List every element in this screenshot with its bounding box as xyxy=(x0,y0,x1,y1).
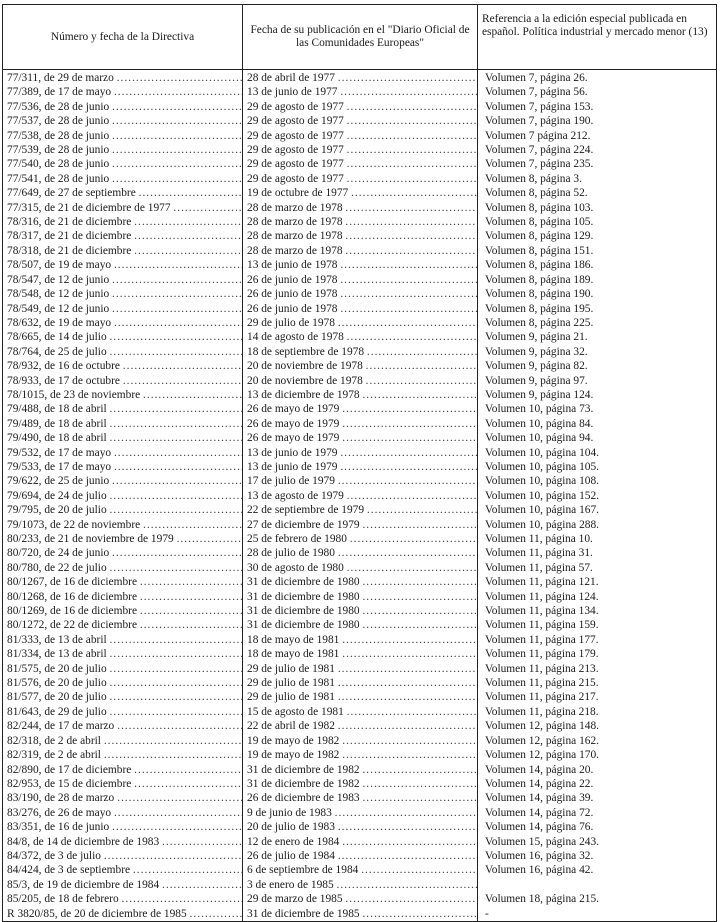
cell-reference: Volumen 9, página 82. xyxy=(478,359,717,373)
cell-publication-date: 27 de diciembre de 1979 ..... xyxy=(243,518,478,532)
cell-directive: 79/533, de 17 de mayo ..... xyxy=(3,460,243,474)
cell-publication-date: 13 de junio de 1979 ..... xyxy=(243,446,478,460)
cell-reference: Volumen 8, página 195. xyxy=(478,302,717,316)
cell-directive: 83/276, de 26 de mayo ..... xyxy=(3,806,243,820)
cell-publication-date: 29 de julio de 1981 ..... xyxy=(243,662,478,676)
cell-publication-date: 29 de agosto de 1977 ..... xyxy=(243,157,478,171)
cell-publication-date: 13 de diciembre de 1978 ..... xyxy=(243,388,478,402)
table-row xyxy=(3,186,717,200)
table-row xyxy=(3,503,717,517)
cell-publication-date: 29 de agosto de 1977 ..... xyxy=(243,143,478,157)
cell-directive: R 3820/85, de 20 de diciembre de 1985 ..... xyxy=(3,907,243,922)
cell-publication-date: 31 de diciembre de 1980 ..... xyxy=(243,575,478,589)
cell-directive: 80/1267, de 16 de diciembre ..... xyxy=(3,575,243,589)
cell-publication-date: 18 de septiembre de 1978 ..... xyxy=(243,345,478,359)
cell-reference: Volumen 7, página 224. xyxy=(478,143,717,157)
cell-reference: Volumen 8, página 105. xyxy=(478,215,717,229)
table-row xyxy=(3,604,717,618)
cell-reference: Volumen 10, página 288. xyxy=(478,518,717,532)
cell-publication-date: 28 de julio de 1980 ..... xyxy=(243,546,478,560)
table-row xyxy=(3,835,717,849)
cell-publication-date: 20 de julio de 1983 ..... xyxy=(243,820,478,834)
cell-publication-date: 26 de diciembre de 1983 ..... xyxy=(243,791,478,805)
table-row xyxy=(3,633,717,647)
cell-publication-date: 29 de agosto de 1977 ..... xyxy=(243,129,478,143)
cell-reference: Volumen 11, página 217. xyxy=(478,690,717,704)
cell-publication-date: 31 de diciembre de 1985 ..... xyxy=(243,907,478,922)
cell-reference: Volumen 9, página 97. xyxy=(478,374,717,388)
cell-publication-date: 22 de septiembre de 1979 ..... xyxy=(243,503,478,517)
cell-publication-date: 29 de agosto de 1977 ..... xyxy=(243,172,478,186)
cell-reference: Volumen 8, página 129. xyxy=(478,229,717,243)
table-row xyxy=(3,129,717,143)
cell-directive: 82/953, de 15 de diciembre ..... xyxy=(3,777,243,791)
cell-reference: Volumen 7, página 190. xyxy=(478,114,717,128)
cell-directive: 82/318, de 2 de abril ..... xyxy=(3,734,243,748)
table-row xyxy=(3,705,717,719)
table-row xyxy=(3,806,717,820)
cell-directive: 79/488, de 18 de abril ..... xyxy=(3,402,243,416)
table-row xyxy=(3,273,717,287)
cell-reference: Volumen 8, página 151. xyxy=(478,244,717,258)
cell-publication-date: 6 de septiembre de 1984 ..... xyxy=(243,863,478,877)
table-row xyxy=(3,878,717,892)
cell-publication-date: 29 de agosto de 1977 ..... xyxy=(243,114,478,128)
cell-directive: 78/665, de 14 de julio ..... xyxy=(3,330,243,344)
cell-directive: 84/372, de 3 de julio ..... xyxy=(3,849,243,863)
cell-publication-date: 14 de agosto de 1978 ..... xyxy=(243,330,478,344)
table-row xyxy=(3,345,717,359)
cell-directive: 80/1269, de 16 de diciembre ..... xyxy=(3,604,243,618)
cell-publication-date: 26 de junio de 1978 ..... xyxy=(243,302,478,316)
cell-publication-date: 26 de mayo de 1979 ..... xyxy=(243,402,478,416)
table-row xyxy=(3,518,717,532)
cell-reference: Volumen 7, página 153. xyxy=(478,100,717,114)
header-special-edition-reference: Referencia a la edición especial publicada en español. Política industrial y mercado menor (13) xyxy=(478,5,717,70)
cell-directive: 77/536, de 28 de junio ..... xyxy=(3,100,243,114)
table-row xyxy=(3,359,717,373)
table-header xyxy=(3,5,717,70)
cell-publication-date: 26 de mayo de 1979 ..... xyxy=(243,431,478,445)
cell-publication-date: 18 de mayo de 1981 ..... xyxy=(243,647,478,661)
cell-publication-date: 18 de mayo de 1981 ..... xyxy=(243,633,478,647)
table-row xyxy=(3,287,717,301)
table-row xyxy=(3,316,717,330)
table-row xyxy=(3,907,717,922)
table-row xyxy=(3,258,717,272)
cell-directive: 79/622, de 25 de junio ..... xyxy=(3,474,243,488)
cell-directive: 81/643, de 29 de julio ..... xyxy=(3,705,243,719)
cell-reference: Volumen 11, página 134. xyxy=(478,604,717,618)
cell-reference: Volumen 10, página 104. xyxy=(478,446,717,460)
cell-directive: 77/649, de 27 de septiembre ..... xyxy=(3,186,243,200)
cell-directive: 77/539, de 28 de junio ..... xyxy=(3,143,243,157)
cell-directive: 80/1272, de 22 de diciembre ..... xyxy=(3,618,243,632)
cell-directive: 77/389, de 17 de mayo ..... xyxy=(3,85,243,99)
table-row xyxy=(3,114,717,128)
table-row xyxy=(3,590,717,604)
table-row xyxy=(3,172,717,186)
cell-directive: 82/890, de 17 de diciembre ..... xyxy=(3,763,243,777)
cell-reference: Volumen 8, página 225. xyxy=(478,316,717,330)
cell-directive: 78/549, de 12 de junio ..... xyxy=(3,302,243,316)
cell-publication-date: 20 de noviembre de 1978 ..... xyxy=(243,359,478,373)
cell-directive: 78/632, de 19 de mayo ..... xyxy=(3,316,243,330)
cell-directive: 77/540, de 28 de junio ..... xyxy=(3,157,243,171)
cell-reference: Volumen 7 página 212. xyxy=(478,129,717,143)
cell-directive: 81/333, de 13 de abril ..... xyxy=(3,633,243,647)
cell-reference: Volumen 11, página 215. xyxy=(478,676,717,690)
cell-directive: 78/507, de 19 de mayo ..... xyxy=(3,258,243,272)
cell-reference: Volumen 11, página 121. xyxy=(478,575,717,589)
cell-publication-date: 29 de agosto de 1977 ..... xyxy=(243,100,478,114)
table-row xyxy=(3,777,717,791)
cell-reference: Volumen 7, página 235. xyxy=(478,157,717,171)
cell-reference: Volumen 7, página 26. xyxy=(478,70,717,86)
cell-publication-date: 28 de marzo de 1978 ..... xyxy=(243,215,478,229)
cell-publication-date: 19 de mayo de 1982 ..... xyxy=(243,748,478,762)
cell-publication-date: 25 de febrero de 1980 ..... xyxy=(243,532,478,546)
table-row xyxy=(3,489,717,503)
cell-publication-date: 31 de diciembre de 1980 ..... xyxy=(243,618,478,632)
table-body xyxy=(3,70,717,922)
table-row xyxy=(3,690,717,704)
table-row xyxy=(3,388,717,402)
table-row xyxy=(3,460,717,474)
cell-directive: 79/694, de 24 de julio ..... xyxy=(3,489,243,503)
table-row xyxy=(3,676,717,690)
cell-directive: 82/244, de 17 de marzo ..... xyxy=(3,719,243,733)
cell-reference: Volumen 11, página 177. xyxy=(478,633,717,647)
cell-publication-date: 13 de junio de 1978 ..... xyxy=(243,258,478,272)
table-row xyxy=(3,532,717,546)
table-row xyxy=(3,244,717,258)
table-row xyxy=(3,431,717,445)
table-row xyxy=(3,892,717,906)
cell-reference: Volumen 14, página 20. xyxy=(478,763,717,777)
cell-reference: Volumen 9, página 124. xyxy=(478,388,717,402)
cell-publication-date: 22 de abril de 1982 ..... xyxy=(243,719,478,733)
cell-reference: Volumen 8, página 3. xyxy=(478,172,717,186)
cell-reference: Volumen 12, página 148. xyxy=(478,719,717,733)
cell-publication-date: 30 de agosto de 1980 ..... xyxy=(243,561,478,575)
cell-directive: 83/190, de 28 de marzo ..... xyxy=(3,791,243,805)
header-publication-date: Fecha de su publicación en el "Diario Oficial de las Comunidades Europeas" xyxy=(243,5,478,70)
table-row xyxy=(3,863,717,877)
cell-reference: Volumen 10, página 152. xyxy=(478,489,717,503)
table-row xyxy=(3,575,717,589)
table-row xyxy=(3,662,717,676)
cell-reference: Volumen 10, página 167. xyxy=(478,503,717,517)
table-row xyxy=(3,374,717,388)
cell-reference: Volumen 8, página 186. xyxy=(478,258,717,272)
cell-publication-date: 13 de junio de 1977 ..... xyxy=(243,85,478,99)
cell-publication-date: 29 de marzo de 1985 ..... xyxy=(243,892,478,906)
cell-directive: 79/489, de 18 de abril ..... xyxy=(3,417,243,431)
cell-reference: Volumen 10, página 105. xyxy=(478,460,717,474)
cell-reference: Volumen 8, página 189. xyxy=(478,273,717,287)
table-row xyxy=(3,734,717,748)
cell-directive: 85/3, de 19 de diciembre de 1984 ..... xyxy=(3,878,243,892)
cell-reference: Volumen 8, página 52. xyxy=(478,186,717,200)
cell-directive: 80/780, de 22 de julio ..... xyxy=(3,561,243,575)
table-row xyxy=(3,417,717,431)
cell-reference: Volumen 12, página 170. xyxy=(478,748,717,762)
cell-publication-date: 29 de julio de 1981 ..... xyxy=(243,690,478,704)
table-row xyxy=(3,229,717,243)
document-page xyxy=(2,4,717,922)
header-directive-number-date: Número y fecha de la Directiva xyxy=(3,5,243,70)
cell-publication-date: 26 de julio de 1984 ..... xyxy=(243,849,478,863)
cell-reference: Volumen 8, página 103. xyxy=(478,201,717,215)
cell-directive: 78/316, de 21 de diciembre ..... xyxy=(3,215,243,229)
cell-publication-date: 19 de octubre de 1977 ..... xyxy=(243,186,478,200)
cell-publication-date: 9 de junio de 1983 ..... xyxy=(243,806,478,820)
table-row xyxy=(3,201,717,215)
cell-reference: Volumen 14, página 22. xyxy=(478,777,717,791)
cell-directive: 81/576, de 20 de julio ..... xyxy=(3,676,243,690)
cell-directive: 84/8, de 14 de diciembre de 1983 ..... xyxy=(3,835,243,849)
table-row xyxy=(3,330,717,344)
table-row xyxy=(3,618,717,632)
cell-directive: 83/351, de 16 de junio ..... xyxy=(3,820,243,834)
cell-publication-date: 31 de diciembre de 1980 ..... xyxy=(243,604,478,618)
cell-publication-date: 31 de diciembre de 1982 ..... xyxy=(243,777,478,791)
cell-reference: Volumen 14, página 72. xyxy=(478,806,717,820)
table-row xyxy=(3,402,717,416)
cell-publication-date: 29 de julio de 1978 ..... xyxy=(243,316,478,330)
cell-directive: 77/537, de 28 de junio ..... xyxy=(3,114,243,128)
table-row xyxy=(3,849,717,863)
cell-reference: Volumen 18, página 215. xyxy=(478,892,717,906)
cell-directive: 79/490, de 18 de abril ..... xyxy=(3,431,243,445)
cell-publication-date: 28 de abril de 1977 ..... xyxy=(243,70,478,86)
cell-directive: 78/932, de 16 de octubre ..... xyxy=(3,359,243,373)
table-row xyxy=(3,70,717,86)
table-row xyxy=(3,157,717,171)
cell-directive: 77/538, de 28 de junio ..... xyxy=(3,129,243,143)
cell-publication-date: 13 de junio de 1979 ..... xyxy=(243,460,478,474)
table-row xyxy=(3,763,717,777)
cell-reference: Volumen 14, página 76. xyxy=(478,820,717,834)
cell-reference: Volumen 8, página 190. xyxy=(478,287,717,301)
cell-directive: 78/933, de 17 de octubre ..... xyxy=(3,374,243,388)
cell-directive: 81/575, de 20 de julio ..... xyxy=(3,662,243,676)
cell-directive: 78/317, de 21 de diciembre ..... xyxy=(3,229,243,243)
cell-reference: Volumen 11, página 10. xyxy=(478,532,717,546)
table-row xyxy=(3,546,717,560)
cell-directive: 78/1015, de 23 de noviembre ..... xyxy=(3,388,243,402)
cell-publication-date: 19 de mayo de 1982 ..... xyxy=(243,734,478,748)
table-row xyxy=(3,647,717,661)
cell-directive: 77/541, de 28 de junio ..... xyxy=(3,172,243,186)
table-row xyxy=(3,85,717,99)
cell-publication-date: 13 de agosto de 1979 ..... xyxy=(243,489,478,503)
cell-reference: Volumen 11, página 213. xyxy=(478,662,717,676)
cell-directive: 81/334, de 13 de abril ..... xyxy=(3,647,243,661)
cell-reference: Volumen 11, página 31. xyxy=(478,546,717,560)
cell-directive: 79/795, de 20 de julio ..... xyxy=(3,503,243,517)
cell-publication-date: 20 de noviembre de 1978 ..... xyxy=(243,374,478,388)
cell-reference: - xyxy=(478,907,717,922)
cell-directive: 79/532, de 17 de mayo ..... xyxy=(3,446,243,460)
cell-publication-date: 28 de marzo de 1978 ..... xyxy=(243,229,478,243)
table-row xyxy=(3,561,717,575)
table-row xyxy=(3,791,717,805)
cell-directive: 85/205, de 18 de febrero ..... xyxy=(3,892,243,906)
cell-publication-date: 31 de diciembre de 1982 ..... xyxy=(243,763,478,777)
cell-reference: Volumen 9, página 21. xyxy=(478,330,717,344)
cell-directive: 78/548, de 12 de junio ..... xyxy=(3,287,243,301)
cell-publication-date: 17 de julio de 1979 ..... xyxy=(243,474,478,488)
cell-reference: Volumen 9, página 32. xyxy=(478,345,717,359)
table-row xyxy=(3,748,717,762)
cell-reference: Volumen 10, página 73. xyxy=(478,402,717,416)
table-row xyxy=(3,100,717,114)
cell-directive: 79/1073, de 22 de noviembre ..... xyxy=(3,518,243,532)
cell-publication-date: 26 de junio de 1978 ..... xyxy=(243,273,478,287)
header-row xyxy=(3,5,717,70)
directives-table xyxy=(2,4,717,922)
cell-directive: 78/547, de 12 de junio ..... xyxy=(3,273,243,287)
cell-directive: 78/318, de 21 de diciembre ..... xyxy=(3,244,243,258)
cell-directive: 84/424, de 3 de septiembre ..... xyxy=(3,863,243,877)
cell-reference: Volumen 10, página 84. xyxy=(478,417,717,431)
table-row xyxy=(3,474,717,488)
cell-publication-date: 3 de enero de 1985 ..... xyxy=(243,878,478,892)
cell-publication-date: 12 de enero de 1984 ..... xyxy=(243,835,478,849)
cell-directive: 77/315, de 21 de diciembre de 1977 ..... xyxy=(3,201,243,215)
table-row xyxy=(3,302,717,316)
cell-directive: 81/577, de 20 de julio ..... xyxy=(3,690,243,704)
cell-reference: Volumen 11, página 218. xyxy=(478,705,717,719)
cell-reference: Volumen 11, página 124. xyxy=(478,590,717,604)
table-row xyxy=(3,820,717,834)
cell-publication-date: 26 de mayo de 1979 ..... xyxy=(243,417,478,431)
cell-reference: Volumen 16, página 42. xyxy=(478,863,717,877)
cell-directive: 80/720, de 24 de junio ..... xyxy=(3,546,243,560)
cell-directive: 77/311, de 29 de marzo ..... xyxy=(3,70,243,86)
cell-reference: Volumen 15, página 243. xyxy=(478,835,717,849)
table-row xyxy=(3,719,717,733)
cell-directive: 78/764, de 25 de julio ..... xyxy=(3,345,243,359)
cell-reference: Volumen 10, página 94. xyxy=(478,431,717,445)
cell-reference: Volumen 7, página 56. xyxy=(478,85,717,99)
cell-reference: Volumen 12, página 162. xyxy=(478,734,717,748)
table-row xyxy=(3,215,717,229)
table-row xyxy=(3,143,717,157)
cell-publication-date: 15 de agosto de 1981 ..... xyxy=(243,705,478,719)
cell-reference: Volumen 16, página 32. xyxy=(478,849,717,863)
cell-directive: 82/319, de 2 de abril ..... xyxy=(3,748,243,762)
cell-reference: Volumen 11, página 179. xyxy=(478,647,717,661)
cell-publication-date: 28 de marzo de 1978 ..... xyxy=(243,244,478,258)
cell-directive: 80/1268, de 16 de diciembre ..... xyxy=(3,590,243,604)
cell-publication-date: 31 de diciembre de 1980 ..... xyxy=(243,590,478,604)
cell-reference: Volumen 14, página 39. xyxy=(478,791,717,805)
cell-reference: Volumen 10, página 108. xyxy=(478,474,717,488)
cell-reference: Volumen 11, página 159. xyxy=(478,618,717,632)
cell-publication-date: 29 de julio de 1981 ..... xyxy=(243,676,478,690)
cell-publication-date: 26 de junio de 1978 ..... xyxy=(243,287,478,301)
cell-publication-date: 28 de marzo de 1978 ..... xyxy=(243,201,478,215)
cell-reference xyxy=(478,878,717,892)
table-row xyxy=(3,446,717,460)
cell-directive: 80/233, de 21 de noviembre de 1979 ..... xyxy=(3,532,243,546)
cell-reference: Volumen 11, página 57. xyxy=(478,561,717,575)
